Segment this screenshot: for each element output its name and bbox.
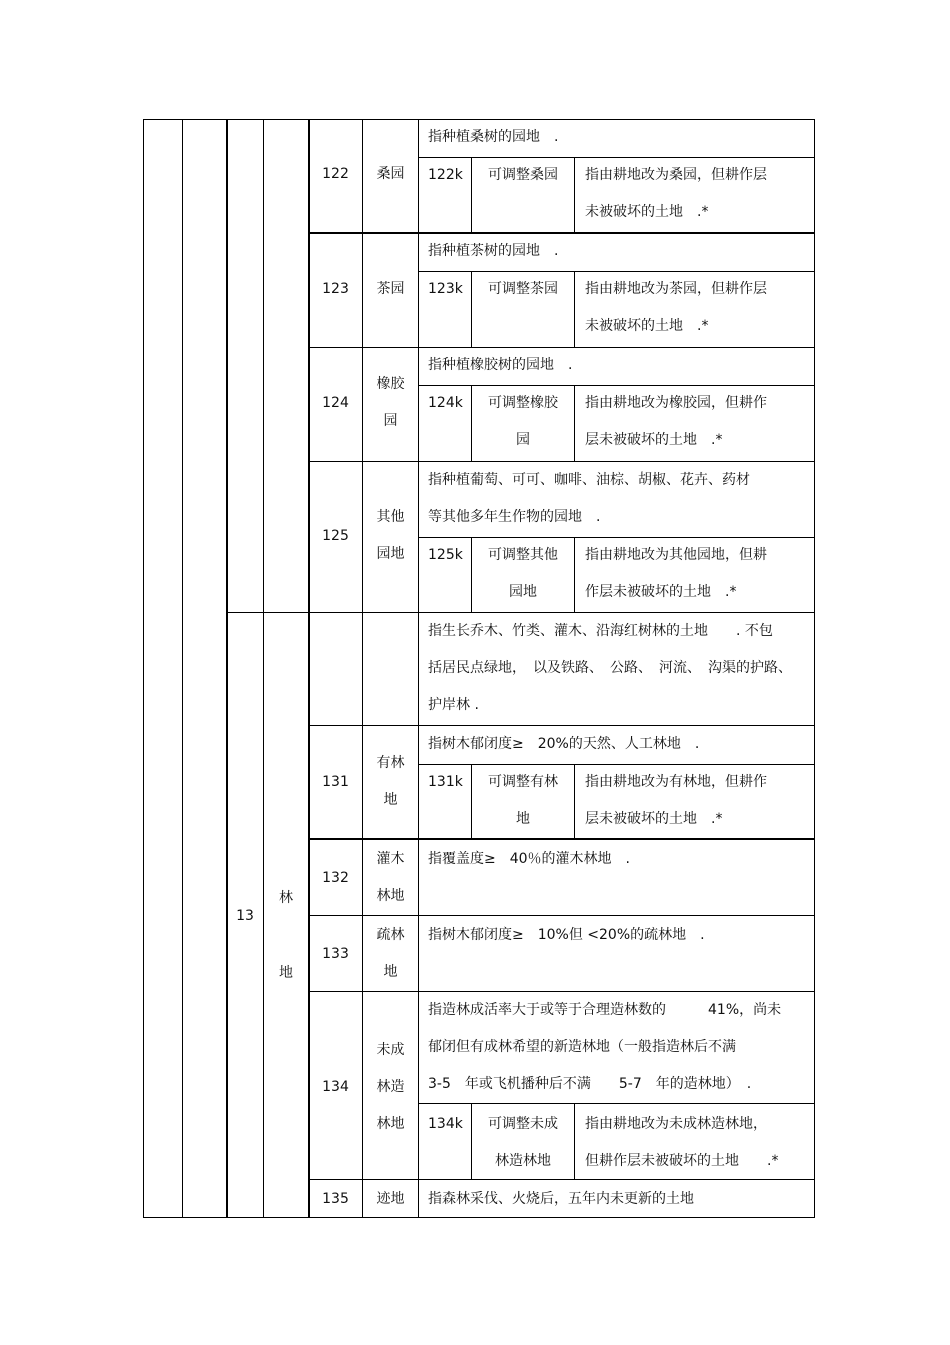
subname-124k-line2: 园 [516, 432, 530, 448]
name-13-line2: 地 [279, 965, 293, 981]
subdesc-131k-line1: 指由耕地改为有林地，但耕作 [585, 774, 767, 790]
subdesc-122k-line2: 未被破坏的土地 .* [585, 204, 709, 220]
code-135: 135 [322, 1191, 349, 1207]
name-134 [363, 1032, 418, 1143]
sub-col-border [574, 537, 575, 613]
subname-124k-line1: 可调整橡胶 [488, 395, 558, 411]
subname-134k-line2: 林造林地 [495, 1153, 551, 1169]
row-divider [418, 1103, 815, 1104]
sub-col-border [574, 1103, 575, 1180]
name-133 [363, 917, 418, 991]
row-divider [309, 915, 815, 916]
name-134-line2: 林造 [376, 1079, 405, 1095]
code-131: 131 [322, 774, 349, 790]
subcode-131k: 131k [428, 774, 463, 790]
name-131 [363, 745, 418, 819]
subcode-122k: 122k [428, 167, 463, 183]
name-135: 迹地 [376, 1191, 405, 1207]
subcode-134k: 134k [428, 1116, 463, 1132]
code-133: 133 [322, 946, 349, 962]
desc-125-line2: 等其他多年生作物的园地 . [428, 509, 601, 525]
subname-131k-line1: 可调整有林 [488, 774, 558, 790]
subname-125k-line2: 园地 [509, 584, 537, 600]
name-122: 桑园 [376, 166, 405, 182]
col-border [226, 119, 228, 1218]
subname-131k-line2: 地 [516, 811, 530, 827]
subname-131k [472, 764, 574, 838]
subdesc-124k-line2: 层未被破坏的土地 .* [585, 432, 723, 448]
desc-134-line3: 3-5 年或飞机播种后不满 5-7 年的造林地） . [428, 1076, 752, 1092]
desc-135: 指森林采伐、火烧后，五年内未更新的土地 [428, 1191, 694, 1207]
subdesc-122k-line1: 指由耕地改为桑园，但耕作层 [585, 167, 767, 183]
name-133-line1: 疏林 [376, 927, 405, 943]
desc-122: 指种植桑树的园地 . [428, 129, 559, 145]
subname-125k-line1: 可调整其他 [488, 547, 558, 563]
name-123: 茶园 [376, 281, 405, 297]
subdesc-134k-line2: 但耕作层未被破坏的土地 .* [585, 1153, 779, 1169]
subcode-125k: 125k [428, 547, 463, 563]
name-124 [363, 366, 418, 440]
subdesc-125k-line1: 指由耕地改为其他园地，但耕 [585, 547, 767, 563]
code-13: 13 [236, 908, 254, 924]
code-125: 125 [322, 528, 349, 544]
name-125-line1: 其他 [376, 509, 405, 525]
subname-125k [472, 537, 574, 611]
desc-131: 指树木郁闭度≥ 20%的天然、人工林地 . [428, 736, 700, 752]
sub-col-border [574, 271, 575, 348]
subname-134k [472, 1106, 574, 1180]
subcode-124k: 124k [428, 395, 463, 411]
name-124-line2: 园 [383, 413, 398, 429]
code-132: 132 [322, 870, 349, 886]
code-123: 123 [322, 281, 349, 297]
subname-134k-line1: 可调整未成 [488, 1116, 558, 1132]
desc-134-line1: 指造林成活率大于或等于合理造林数的 41%，尚未 [428, 1002, 782, 1018]
sub-col-border [574, 157, 575, 233]
name-131-line2: 地 [383, 792, 398, 808]
subname-122k: 可调整桑园 [488, 167, 558, 183]
subdesc-134k-line1: 指由耕地改为未成林造林地， [585, 1116, 767, 1132]
desc-132: 指覆盖度≥ 40％的灌木林地 . [428, 851, 630, 867]
desc-13-line2: 括居民点绿地， 以及铁路、 公路、 河流、 沟渠的护路、 [428, 660, 792, 676]
subname-124k [472, 385, 574, 459]
name-13-line1: 林 [279, 890, 293, 906]
name-133-line2: 地 [383, 964, 398, 980]
desc-124: 指种植橡胶树的园地 . [428, 357, 573, 373]
subdesc-123k-line2: 未被破坏的土地 .* [585, 318, 709, 334]
subdesc-125k-line2: 作层未被破坏的土地 .* [585, 584, 737, 600]
desc-134-line2: 郁闭但有成林希望的新造林地（一般指造林后不满 [428, 1039, 736, 1055]
name-125-line2: 园地 [376, 546, 405, 562]
code-124: 124 [322, 395, 349, 411]
subname-123k: 可调整茶园 [488, 281, 558, 297]
col-border [814, 119, 815, 1218]
desc-125-line1: 指种植葡萄、可可、咖啡、油棕、胡椒、花卉、药材 [428, 472, 750, 488]
name-132-line2: 林地 [376, 888, 405, 904]
desc-123: 指种植茶树的园地 . [428, 243, 559, 259]
name-134-line3: 林地 [376, 1116, 405, 1132]
row-divider [309, 232, 815, 234]
name-13 [264, 861, 308, 1011]
subdesc-131k-line2: 层未被破坏的土地 .* [585, 811, 723, 827]
desc-133: 指树木郁闭度≥ 10%但 <20%的疏林地 . [428, 927, 705, 943]
name-132 [363, 841, 418, 915]
code-134: 134 [322, 1079, 349, 1095]
col-border [418, 119, 419, 1218]
subdesc-124k-line1: 指由耕地改为橡胶园，但耕作 [585, 395, 767, 411]
name-125 [363, 499, 418, 573]
sub-col-border [574, 385, 575, 462]
col-border [182, 119, 183, 1218]
code-122: 122 [322, 166, 349, 182]
name-124-line1: 橡胶 [376, 376, 405, 392]
sub-col-border [574, 764, 575, 839]
row-divider [309, 838, 815, 840]
subcode-123k: 123k [428, 281, 463, 297]
subdesc-123k-line1: 指由耕地改为茶园，但耕作层 [585, 281, 767, 297]
name-131-line1: 有林 [376, 755, 405, 771]
desc-13-line3: 护岸林 . [428, 697, 479, 713]
desc-13-line1: 指生长乔木、竹类、灌木、沿海红树林的土地 . 不包 [428, 623, 773, 639]
col-border [263, 119, 264, 1218]
name-134-line1: 未成 [376, 1042, 405, 1058]
col-border [143, 119, 144, 1218]
name-132-line1: 灌木 [376, 851, 405, 867]
